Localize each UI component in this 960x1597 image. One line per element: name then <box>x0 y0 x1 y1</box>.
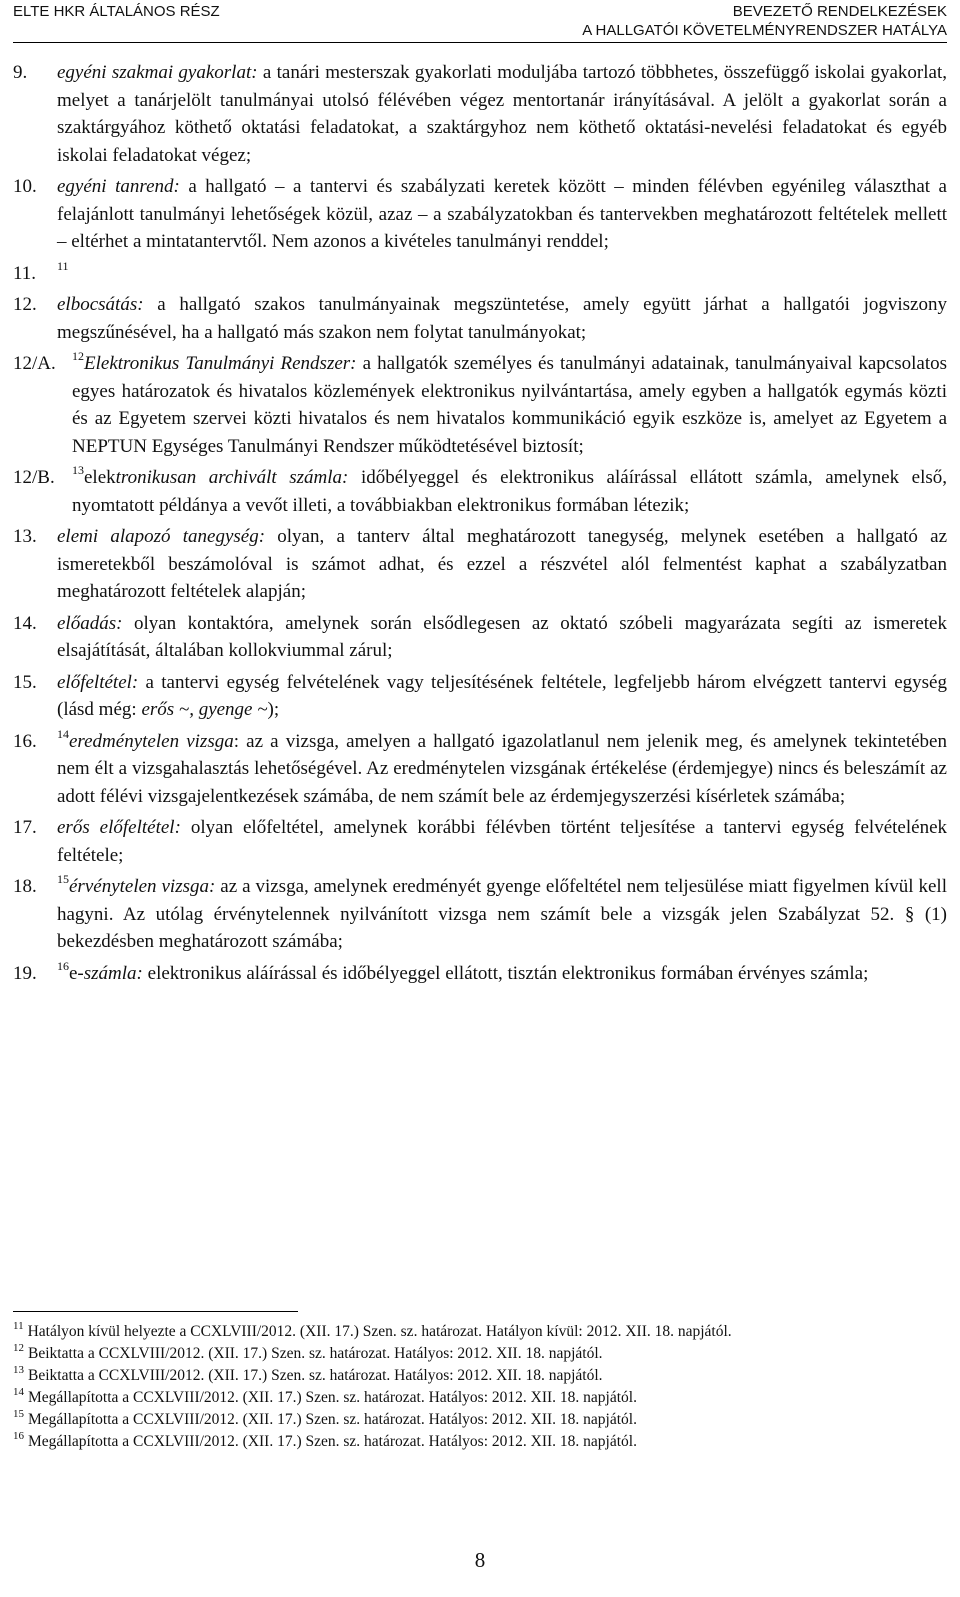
item-term-prefix: elek <box>84 467 116 488</box>
item-number: 12. <box>13 294 37 315</box>
footnote-text: Beiktatta a CCXLVIII/2012. (XII. 17.) Szen. sz. határozat. Hatályos: 2012. XII. 18. napjától. <box>28 1345 603 1362</box>
list-item <box>13 350 947 460</box>
item-term: előfeltétel: <box>57 671 139 693</box>
footnote <box>13 1321 947 1343</box>
item-number: 19. <box>13 962 37 984</box>
item-term: Elektronikus Tanulmányi Rendszer: <box>84 353 357 374</box>
item-term: tronikusan archivált számla: <box>115 467 349 488</box>
item-text: a tanári mesterszak gyakorlati moduljába tartozó többhetes, összefüggő iskolai gyakorlat, melyet a tanárjelölt tanulmányai utolsó félévében végez mentortanár irányításával. A jelölt a gyakorlat során a szaktárgyához köthető oktatási feladatokat, a szaktárgyhoz nem köthető oktatási-nevelési feladatokat és egyéb iskolai feladatokat végez; <box>57 62 947 166</box>
footnote-text: Megállapította a CCXLVIII/2012. (XII. 17.) Szen. sz. határozat. Hatályos: 2012. XII. 18. napjától. <box>28 1433 637 1450</box>
footnote-text: Hatályon kívül helyezte a CCXLVIII/2012. (XII. 17.) Szen. sz. határozat. Hatályon kívül: 2012. XII. 18. napjától. <box>27 1323 732 1340</box>
footnotes <box>13 1321 947 1453</box>
list-item <box>13 523 947 606</box>
list-item <box>13 464 947 519</box>
item-term-secondary: erős ~, gyenge ~ <box>141 699 268 720</box>
list-item <box>13 960 947 988</box>
item-text: időbélyeggel és elektronikus aláírással ellátott számla, amelynek első, nyomtatott példánya a vevőt illeti, a továbbiakban elektronikus formában létezik; <box>72 467 947 516</box>
list-item <box>13 814 947 869</box>
item-text: olyan kontaktóra, amelynek során elsődlegesen az oktató szóbeli magyarázata segíti az ismeretek elsajátítását, általában kollokviummal zárul; <box>57 612 947 661</box>
footnote-ref[interactable]: 13 <box>72 463 84 477</box>
footnote-ref[interactable]: 11 <box>57 258 69 273</box>
footnote-number: 12 <box>13 1342 24 1354</box>
footnote-number: 13 <box>13 1364 24 1376</box>
item-text: olyan előfeltétel, amelynek korábbi félévben történt teljesítése a tantervi egység felvételének feltétele; <box>57 817 947 866</box>
list-item <box>13 291 947 346</box>
item-term: erős előfeltétel: <box>57 817 181 838</box>
footnote-number: 11 <box>13 1320 24 1332</box>
footnote-number: 14 <box>13 1386 24 1398</box>
item-term-prefix: e- <box>69 962 84 984</box>
footnote-number: 16 <box>13 1430 24 1442</box>
list-item <box>13 59 947 169</box>
item-text: a tantervi egység felvételének vagy teljesítésének feltétele, legfeljebb három elvégzett tantervi egység (lásd még: <box>57 671 947 720</box>
list-item <box>13 873 947 956</box>
item-term: egyéni szakmai gyakorlat: <box>57 62 258 83</box>
footnote <box>13 1365 947 1387</box>
header-right: BEVEZETŐ RENDELKEZÉSEK <box>732 3 947 20</box>
item-text: olyan, a tanterv által meghatározott tanegység, melynek esetében a hallgató az ismeretekből beszámolóval is számot adhat, és ezzel a részvétel alól felmentést kaphat a szabályzatban meghatározott feltételek alapján; <box>57 526 948 602</box>
list-item <box>13 260 947 288</box>
footnote-separator <box>13 1311 298 1312</box>
item-term: érvénytelen vizsga: <box>69 876 216 897</box>
header-left: ELTE HKR ÁLTALÁNOS RÉSZ <box>13 3 220 20</box>
footnote-ref[interactable]: 16 <box>57 958 69 973</box>
item-number: 12/B. <box>13 467 55 488</box>
footnote-text: Megállapította a CCXLVIII/2012. (XII. 17.) Szen. sz. határozat. Hatályos: 2012. XII. 18. napjától. <box>28 1389 637 1406</box>
definitions-list <box>13 59 947 991</box>
footnote-text: Beiktatta a CCXLVIII/2012. (XII. 17.) Szen. sz. határozat. Hatályos: 2012. XII. 18. napjától. <box>28 1367 603 1384</box>
header-rule <box>13 42 947 43</box>
item-number: 12/A. <box>13 353 56 374</box>
item-number: 15. <box>13 671 37 693</box>
page-header <box>13 2 947 43</box>
page-number: 8 <box>474 1548 486 1572</box>
footnote-text: Megállapította a CCXLVIII/2012. (XII. 17.) Szen. sz. határozat. Hatályos: 2012. XII. 18. napjától. <box>28 1411 637 1428</box>
item-number: 18. <box>13 876 37 897</box>
footnote-ref[interactable]: 15 <box>57 872 69 886</box>
item-term: számla: <box>83 962 143 984</box>
item-text: a hallgató szakos tanulmányainak megszüntetése, amely együtt járhat a hallgatói jogviszony megszűnésével, ha a hallgató más szakon nem folytat tanulmányokat; <box>57 294 947 343</box>
item-term: egyéni tanrend: <box>57 176 180 197</box>
item-number: 14. <box>13 612 37 634</box>
item-text: az a vizsga, amelynek eredményét gyenge előfeltétel nem teljesülése miatt figyelmen kívül kell hagyni. Az utólag érvénytelennek nyilvánított vizsga nem számít bele a vizsgák jelen Szabályzat 52. § (1) bekezdésben meghatározott számába; <box>57 876 947 952</box>
item-term: elemi alapozó tanegység: <box>57 526 266 547</box>
list-item <box>13 173 947 256</box>
list-item <box>13 728 947 811</box>
item-term: elbocsátás: <box>57 294 144 315</box>
footnote <box>13 1409 947 1431</box>
item-number: 13. <box>13 526 37 547</box>
header-subtitle: A HALLGATÓI KÖVETELMÉNYRENDSZER HATÁLYA <box>582 22 947 39</box>
item-number: 17. <box>13 817 37 838</box>
item-term: előadás: <box>57 612 123 634</box>
footnote-ref[interactable]: 14 <box>57 726 69 741</box>
item-number: 16. <box>13 730 37 752</box>
footnote <box>13 1431 947 1453</box>
item-text: elektronikus aláírással és időbélyeggel ellátott, tisztán elektronikus formában érvényes számla; <box>142 962 869 984</box>
item-number: 11. <box>13 262 37 284</box>
item-term: eredménytelen vizsga <box>69 730 234 752</box>
footnote <box>13 1387 947 1409</box>
list-item <box>13 610 947 665</box>
footnote <box>13 1343 947 1365</box>
list-item <box>13 669 947 724</box>
footnote-ref[interactable]: 12 <box>72 349 84 363</box>
item-number: 9. <box>13 62 28 83</box>
item-text: : az a vizsga, amelyen a hallgató igazolatlanul nem jelenik meg, és amelynek tekintetében nem élt a vizsgahalasztás lehetőségével. Az eredménytelen vizsgának értékelése (érdemjegye) nincs és beleszámít az adott félévi vizsgajelentkezések számába, de nem számít bele az érdemjegyszerzési kísérletek számába; <box>57 730 947 807</box>
item-text: a hallgatók személyes és tanulmányi adatainak, tanulmányaival kapcsolatos egyes határozatok és hivatalos közlemények elektronikus nyilvántartása, amely egyben a hallgatók egymás közti és az Egyetem szervei közti hivatalos és nem hivatalos kommunikáció egyik eszköze is, amelyet az Egyetem a NEPTUN Egységes Tanulmányi Rendszer működtetésével biztosít; <box>72 353 947 457</box>
item-text: a hallgató – a tantervi és szabályzati keretek között – minden félévben egyénileg választhat a felajánlott tanulmányi lehetőségek közül, azaz – a szabályzatokban és tantervekben meghatározott feltételek mellett – eltérhet a mintatantervtől. Nem azonos a kivételes tanulmányi renddel; <box>57 176 947 252</box>
footnote-number: 15 <box>13 1408 24 1420</box>
item-text-end: ); <box>267 699 280 720</box>
item-number: 10. <box>13 176 37 197</box>
